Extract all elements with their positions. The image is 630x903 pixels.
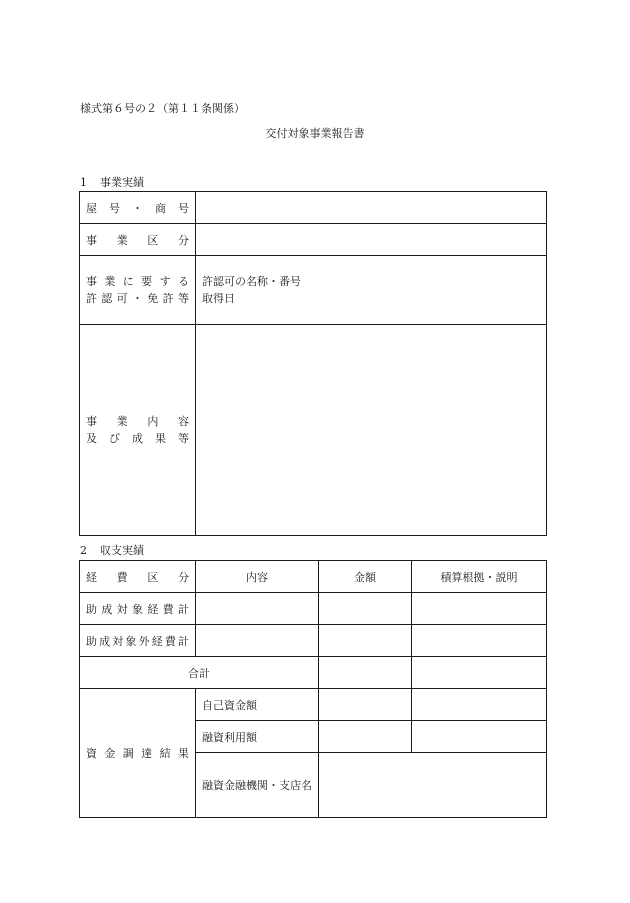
- own-funds-amount-field[interactable]: [319, 689, 412, 721]
- total-label: 合計: [80, 657, 319, 689]
- section2-heading: [80, 542, 144, 558]
- eligible-basis-field[interactable]: [412, 593, 547, 625]
- ineligible-expense-label: [80, 625, 196, 657]
- trade-name-label: [80, 192, 196, 224]
- business-content-label-line1: 事 業 内 容: [86, 415, 189, 428]
- total-basis-field[interactable]: [412, 657, 547, 689]
- ineligible-amount-field[interactable]: [319, 625, 412, 657]
- permits-label-line1: 事 業 に 要 す る: [86, 275, 189, 288]
- basis-header: 積算根拠・説明: [412, 561, 547, 593]
- section2-number: 2: [80, 544, 87, 557]
- bank-name-field[interactable]: [319, 753, 547, 818]
- total-row: [80, 657, 547, 689]
- permit-name-number-label: 許認可の名称・番号: [202, 275, 301, 288]
- ineligible-expense-row: [80, 625, 547, 657]
- income-expense-table: [79, 560, 547, 818]
- bank-label: 融資金融機関・支店名: [196, 753, 319, 818]
- trade-name-row: [80, 192, 547, 224]
- business-content-row: [80, 325, 547, 536]
- eligible-expense-row: [80, 593, 547, 625]
- eligible-amount-field[interactable]: [319, 593, 412, 625]
- section2-title: 収支実績: [100, 544, 144, 557]
- ineligible-basis-field[interactable]: [412, 625, 547, 657]
- business-category-row: [80, 224, 547, 256]
- ineligible-content-field[interactable]: [196, 625, 319, 657]
- business-category-label-text: 事 業 区 分: [86, 233, 189, 247]
- own-funds-basis-field[interactable]: [412, 689, 547, 721]
- own-funds-row: [80, 689, 547, 721]
- permit-acquired-date-label: 取得日: [202, 292, 235, 305]
- header-row: [80, 561, 547, 593]
- content-header: 内容: [196, 561, 319, 593]
- permits-row: [80, 256, 547, 325]
- section1-number: 1: [80, 176, 87, 189]
- business-content-label-line2: 及 び 成 果 等: [86, 432, 189, 445]
- permits-label-line2: 許 認 可 ・ 免 許 等: [86, 292, 189, 305]
- trade-name-label-text: 屋 号 ・ 商 号: [86, 201, 189, 215]
- permits-field[interactable]: [196, 256, 547, 325]
- business-category-field[interactable]: [196, 224, 547, 256]
- section1-title: 事業実績: [100, 176, 144, 189]
- funding-result-label: [80, 689, 196, 818]
- permits-label: [80, 256, 196, 325]
- document-title: 交付対象事業報告書: [265, 127, 365, 140]
- eligible-expense-label: [80, 593, 196, 625]
- total-amount-field[interactable]: [319, 657, 412, 689]
- eligible-content-field[interactable]: [196, 593, 319, 625]
- amount-header: 金額: [319, 561, 412, 593]
- business-results-table: [79, 191, 547, 536]
- expense-category-header-text: 経 費 区 分: [86, 570, 189, 584]
- loan-amount-field[interactable]: [319, 721, 412, 753]
- trade-name-field[interactable]: [196, 192, 547, 224]
- section1-heading: [80, 174, 144, 190]
- loan-basis-field[interactable]: [412, 721, 547, 753]
- business-category-label: [80, 224, 196, 256]
- business-content-label: [80, 325, 196, 536]
- loan-label: 融資利用額: [196, 721, 319, 753]
- business-content-field[interactable]: [196, 325, 547, 536]
- eligible-expense-label-text: 助 成 対 象 経 費 計: [86, 602, 189, 616]
- expense-category-header: [80, 561, 196, 593]
- own-funds-label: 自己資金額: [196, 689, 319, 721]
- funding-result-label-text: 資 金 調 達 結 果: [86, 747, 189, 760]
- ineligible-expense-label-text: 助 成 対 象 外 経 費 計: [86, 634, 189, 648]
- form-number: 様式第６号の２（第１１条関係）: [80, 102, 245, 115]
